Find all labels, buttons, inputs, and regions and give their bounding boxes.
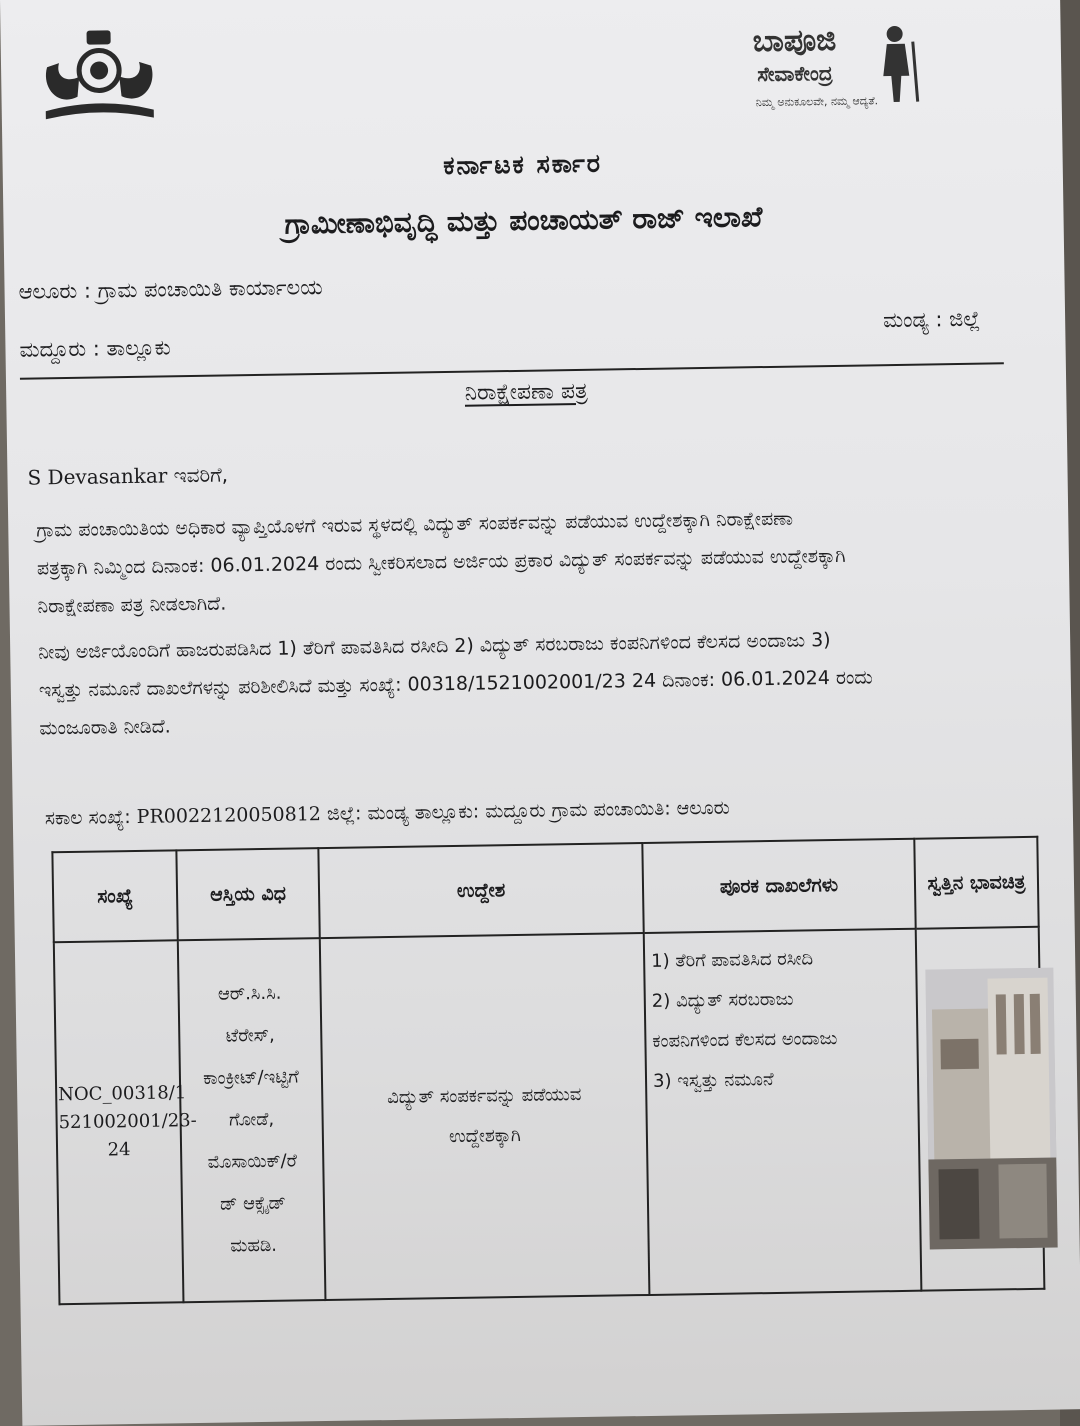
office-line: ಆಲೂರು : ಗ್ರಾಮ ಪಂಚಾಯಿತಿ ಕಾರ್ಯಾಲಯ	[18, 274, 323, 304]
government-heading: ಕರ್ನಾಟಕ ಸರ್ಕಾರ	[443, 148, 603, 181]
sakala-number: PR0022120050812	[136, 803, 322, 828]
bapuji-seva-kendra-logo	[736, 21, 937, 120]
property-type-line: ಕಾಂಕ್ರೀಟ್/ಇಟ್ಟಿಗೆ	[202, 1066, 299, 1089]
property-type-line: ಡ್ ಆಕ್ಸೈಡ್	[219, 1192, 286, 1215]
paragraph-application	[36, 496, 1028, 626]
sakala-label: ಸಕಾಲ ಸಂಖ್ಯೆ:	[44, 805, 137, 830]
supporting-documents-cell	[644, 929, 922, 1295]
sakala-line	[45, 797, 730, 830]
salutation-suffix: ಇವರಿಗೆ,	[167, 462, 229, 488]
building-photo-icon	[925, 968, 1057, 1250]
document-item: ಕಂಪನಿಗಳಿಂದ ಕೆಲಸದ ಅಂದಾಜು	[652, 1027, 838, 1052]
property-type-line: ಮೊಸಾಯಿಕ್/ರೆ	[207, 1150, 298, 1173]
paragraph-approval	[38, 618, 1030, 748]
district-line: ಮಂಡ್ಯ : ಜಿಲ್ಲೆ	[882, 306, 981, 333]
noc-number-line: NOC_00318/1	[58, 1082, 187, 1106]
paragraph-line: ಗ್ರಾಮ ಪಂಚಾಯಿತಿಯ ಅಧಿಕಾರ ವ್ಯಾಪ್ತಿಯೊಳಗೆ ಇರುವ ಸ್ಥಳದಲ್ಲಿ ವಿದ್ಯುತ್ ಸಂಪರ್ಕವನ್ನು ಪಡೆಯುವ ಉದ್ದೇಶಕ್ಕಾಗಿ ನಿರಾಕ್ಷೇಪಣಾ	[36, 507, 794, 542]
property-type-cell	[178, 938, 326, 1302]
recipient-name: S Devasankar	[27, 463, 168, 490]
document-item: 1) ತೆರಿಗೆ ಪಾವತಿಸಿದ ರಸೀದಿ	[651, 948, 814, 972]
noc-number-cell	[54, 940, 197, 1304]
noc-details-table	[51, 836, 1045, 1305]
noc-number-line: 24	[107, 1139, 131, 1161]
purpose-line: ವಿದ್ಯುತ್ ಸಂಪರ್ಕವನ್ನು ಪಡೆಯುವ	[387, 1084, 582, 1109]
property-photo	[925, 968, 1057, 1250]
table-row	[54, 927, 1045, 1304]
taluk-line: ಮದ್ದೂರು : ತಾಲ್ಲೂಕು	[19, 335, 171, 362]
purpose-cell	[320, 933, 650, 1300]
document-item: 2) ವಿದ್ಯುತ್ ಸರಬರಾಜು	[651, 988, 794, 1012]
paragraph-line: ಇಸ್ವತ್ತು ನಮೂನೆ ದಾಖಲೆಗಳನ್ನು ಪರಿಶೀಲಿಸಿದೆ ಮತ್ತು ಸಂಖ್ಯೆ: 00318/1521002001/23 24 ದಿನಾಂಕ: 06.01.2024 ರಂದು	[38, 666, 873, 702]
sakala-location: ಜಿಲ್ಲೆ: ಮಂಡ್ಯ ತಾಲ್ಲೂಕು: ಮದ್ದೂರು ಗ್ರಾಮ ಪಂಚಾಯಿತಿ: ಆಲೂರು	[320, 796, 730, 826]
department-heading: ಗ್ರಾಮೀಣಾಭಿವೃದ್ಧಿ ಮತ್ತು ಪಂಚಾಯತ್ ರಾಜ್ ಇಲಾಖೆ	[284, 200, 763, 241]
header-number: ಸಂಖ್ಯೆ	[52, 850, 177, 942]
property-type-line: ಮಹಡಿ.	[230, 1234, 278, 1257]
property-type-line: ಟೆರೇಸ್,	[225, 1024, 275, 1047]
table-header-row	[52, 837, 1038, 942]
salutation	[27, 462, 228, 489]
purpose-line: ಉದ್ದೇಶಕ್ಕಾಗಿ	[448, 1124, 521, 1148]
header-supporting-documents: ಪೂರಕ ದಾಖಲೆಗಳು	[642, 839, 915, 933]
header-purpose: ಉದ್ದೇಶ	[318, 843, 643, 938]
paragraph-line: ಮಂಜೂರಾತಿ ನೀಡಿದೆ.	[39, 715, 171, 740]
header-property-photo: ಸ್ವತ್ತಿನ ಭಾವಚಿತ್ರ	[914, 837, 1038, 929]
paragraph-line: ನಿರಾಕ್ಷೇಪಣಾ ಪತ್ರ ನೀಡಲಾಗಿದೆ.	[37, 592, 227, 618]
property-photo-cell	[916, 927, 1045, 1291]
paragraph-line: ನೀವು ಅರ್ಜಿಯೊಂದಿಗೆ ಹಾಜರುಪಡಿಸಿದ 1) ತೆರಿಗೆ ಪಾವತಿಸಿದ ರಸೀದಿ 2) ವಿದ್ಯುತ್ ಸರಬರಾಜು ಕಂಪನಿಗಳಿಂದ ಕೆಲಸದ ಅಂದಾಜು 3)	[38, 629, 831, 664]
document-item: 3) ಇಸ್ವತ್ತು ನಮೂನೆ	[652, 1068, 774, 1092]
property-type-line: ಗೋಡೆ,	[228, 1108, 275, 1131]
document-title: ನಿರಾಕ್ಷೇಪಣಾ ಪತ್ರ	[464, 378, 588, 406]
header-property-type: ಆಸ್ತಿಯ ವಿಧ	[176, 848, 319, 940]
paragraph-line: ಪತ್ರಕ್ಕಾಗಿ ನಿಮ್ಮಿಂದ ದಿನಾಂಕ: 06.01.2024 ರಂದು ಸ್ವೀಕರಿಸಲಾದ ಅರ್ಜಿಯ ಪ್ರಕಾರ ವಿದ್ಯುತ್ ಸಂಪರ್ಕವನ್ನು ಪಡೆಯುವ ಉದ್ದೇಶಕ್ಕಾಗಿ	[36, 544, 846, 580]
karnataka-emblem-icon	[36, 25, 162, 127]
property-type-line: ಆರ್.ಸಿ.ಸಿ.	[217, 982, 282, 1005]
gandhi-figure-icon	[870, 24, 923, 105]
logo-title: ಬಾಪೂಜಿ	[752, 22, 837, 60]
noc-number-line: 521002001/23-	[58, 1110, 197, 1134]
logo-subtitle: ಸೇವಾಕೇಂದ್ರ	[757, 60, 833, 87]
logo-tagline: ನಿಮ್ಮ ಅನುಕೂಲವೇ, ನಮ್ಮ ಆದ್ಯತೆ.	[755, 94, 879, 110]
